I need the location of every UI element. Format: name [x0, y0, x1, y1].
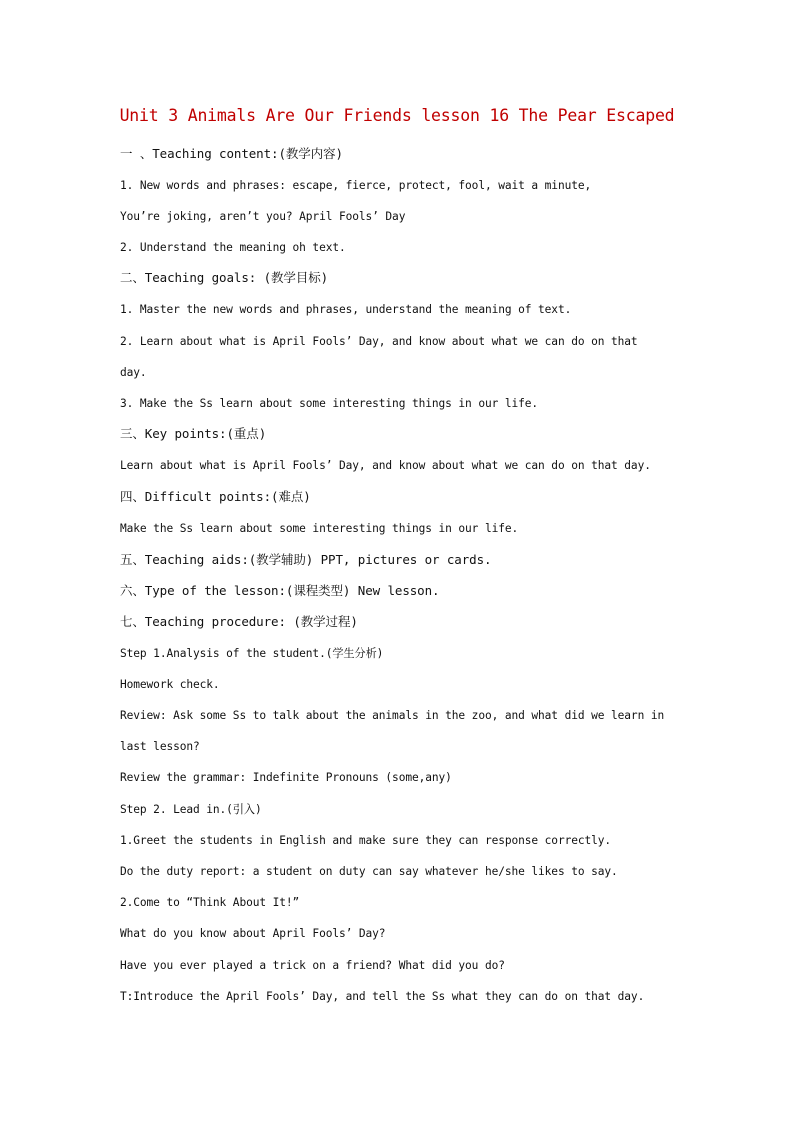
text-line: 2.Come to “Think About It!” [120, 896, 300, 909]
section-heading-difficult-points: 四、Difficult points:(难点) [120, 489, 311, 504]
text-line: Have you ever played a trick on a friend? What did you do? [120, 959, 505, 972]
text-line: 1. Master the new words and phrases, understand the meaning of text. [120, 303, 572, 316]
text-line: 1.Greet the students in English and make sure they can response correctly. [120, 834, 612, 847]
text-line: Review: Ask some Ss to talk about the animals in the zoo, and what did we learn in [120, 709, 665, 722]
text-line: Homework check. [120, 678, 220, 691]
text-line: What do you know about April Fools’ Day? [120, 927, 386, 940]
text-line: Learn about what is April Fools’ Day, and know about what we can do on that day. [120, 459, 651, 472]
section-heading-lesson-type: 六、Type of the lesson:(课程类型) New lesson. [120, 583, 440, 598]
section-heading-teaching-procedure: 七、Teaching procedure: (教学过程) [120, 614, 358, 629]
text-line: You’re joking, aren’t you? April Fools’ Day [120, 210, 406, 223]
text-line: 3. Make the Ss learn about some interesting things in our life. [120, 397, 539, 410]
text-line: Review the grammar: Indefinite Pronouns (some,any) [120, 771, 452, 784]
step-heading: Step 1.Analysis of the student.(学生分析) [120, 647, 384, 660]
text-line: Do the duty report: a student on duty can say whatever he/she likes to say. [120, 865, 618, 878]
section-heading-teaching-aids: 五、Teaching aids:(教学辅助) PPT, pictures or cards. [120, 552, 492, 567]
step-heading: Step 2. Lead in.(引入) [120, 803, 262, 816]
section-heading-key-points: 三、Key points:(重点) [120, 426, 267, 441]
section-heading-teaching-goals: 二、Teaching goals: (教学目标) [120, 270, 329, 285]
text-line: 2. Understand the meaning oh text. [120, 241, 346, 254]
text-line: T:Introduce the April Fools’ Day, and tell the Ss what they can do on that day. [120, 990, 645, 1003]
text-line: last lesson? [120, 740, 200, 753]
text-line: 2. Learn about what is April Fools’ Day, and know about what we can do on that [120, 335, 638, 348]
text-line: day. [120, 366, 147, 379]
text-line: 1. New words and phrases: escape, fierce, protect, fool, wait a minute, [120, 179, 592, 192]
document-title: Unit 3 Animals Are Our Friends lesson 16 The Pear Escaped [119, 106, 675, 125]
text-line: Make the Ss learn about some interesting things in our life. [120, 522, 519, 535]
section-heading-teaching-content: 一 、Teaching content:(教学内容) [120, 146, 343, 161]
